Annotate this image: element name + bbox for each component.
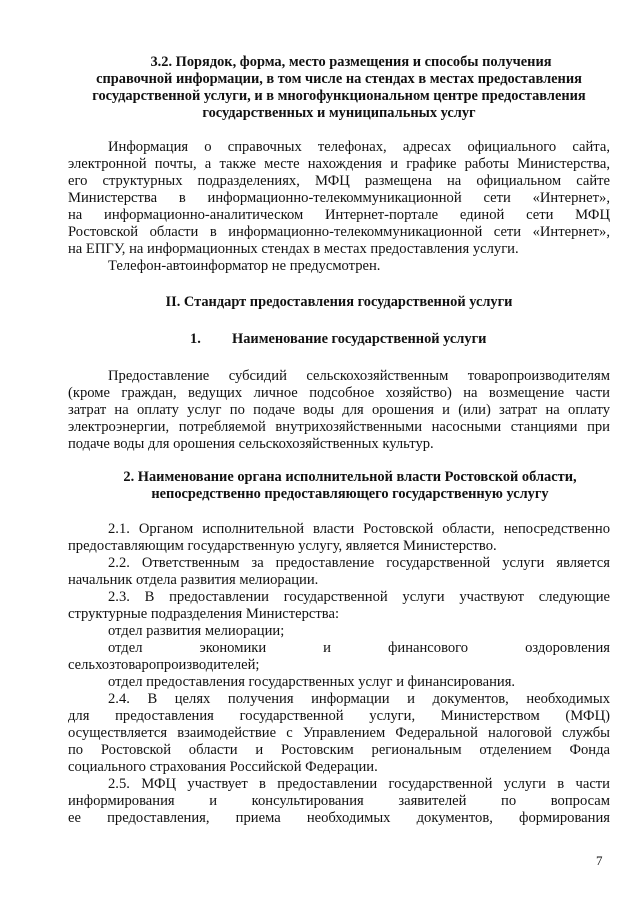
subsection-number: 1. bbox=[190, 331, 201, 347]
text-line: электронной почты, а также месте нахождения и графике работы Министерства, bbox=[68, 156, 610, 172]
text-line: на ЕПГУ, на информационных стендах в местах предоставления услуги. bbox=[68, 241, 519, 257]
section-3-2-heading bbox=[68, 54, 610, 122]
text-line: по Ростовской области и Ростовским региональным отделением Фонда bbox=[68, 742, 610, 758]
text-line: структурные подразделения Министерства: bbox=[68, 606, 340, 622]
text-line: (кроме граждан, ведущих личное подсобное хозяйство) на возмещение части bbox=[68, 385, 610, 401]
heading-line: непосредственно предоставляющего государственную услугу bbox=[151, 486, 549, 502]
text-line: осуществляется взаимодействие с Управлением Федеральной налоговой службы bbox=[68, 725, 610, 741]
text-line: Ростовской области в информационно-телекоммуникационной сети «Интернет», bbox=[68, 224, 610, 240]
text-line: начальник отдела развития мелиорации. bbox=[68, 572, 319, 588]
text-line: его структурных подразделениях, МФЦ размещена на официальном сайте bbox=[68, 173, 610, 189]
text-line: отдел экономики и финансового оздоровления bbox=[108, 640, 610, 656]
text-line: Министерства в информационно-телекоммуникационной сети «Интернет», bbox=[68, 190, 610, 206]
paragraph-2-3 bbox=[68, 589, 610, 623]
subsection-1-paragraph bbox=[68, 368, 610, 453]
autoinformer-text: Телефон-автоинформатор не предусмотрен. bbox=[108, 258, 381, 274]
text-line: сельхозтоваропроизводителей; bbox=[68, 657, 260, 673]
paragraph-2-1 bbox=[68, 521, 610, 555]
heading-line: государственных и муниципальных услуг bbox=[202, 105, 476, 121]
text-line: электроэнергии, потребляемой внутрихозяйственными насосными станциями при bbox=[68, 419, 610, 435]
text-line: предоставляющим государственную услугу, является Министерство. bbox=[68, 538, 497, 554]
text-line: затрат на оплату услуг по подаче воды для орошения и (или) затрат на оплату bbox=[68, 402, 610, 418]
text-line: Информация о справочных телефонах, адресах официального сайта, bbox=[108, 139, 610, 155]
text-line: Предоставление субсидий сельскохозяйственным товаропроизводителям bbox=[108, 368, 610, 384]
subsection-1-heading bbox=[190, 331, 486, 348]
list-item bbox=[68, 640, 610, 674]
text-line: 2.5. МФЦ участвует в предоставлении государственной услуги в части bbox=[108, 776, 610, 792]
text-line: 2.3. В предоставлении государственной услуги участвуют следующие bbox=[108, 589, 610, 605]
subsection-title: Наименование государственной услуги bbox=[232, 331, 487, 347]
text-line: 2.1. Органом исполнительной власти Ростовской области, непосредственно bbox=[108, 521, 610, 537]
text-line: 2.4. В целях получения информации и документов, необходимых bbox=[108, 691, 610, 707]
section-2-heading bbox=[68, 294, 610, 311]
paragraph-2-4 bbox=[68, 691, 610, 776]
text-line: социального страхования Российской Федерации. bbox=[68, 759, 378, 775]
section-3-2-paragraph bbox=[68, 139, 610, 258]
text-line: 2.2. Ответственным за предоставление государственной услуги является bbox=[108, 555, 610, 571]
text-line: информирования и консультирования заявителей по вопросам bbox=[68, 793, 610, 809]
text-line: ее предоставления, приема необходимых документов, формирования bbox=[68, 810, 610, 826]
page-number: 7 bbox=[596, 853, 603, 868]
heading-line: II. Стандарт предоставления государственной услуги bbox=[165, 294, 513, 310]
text-line: для предоставления государственной услуги, Министерством (МФЦ) bbox=[68, 708, 610, 724]
heading-line: 3.2. Порядок, форма, место размещения и способы получения bbox=[150, 54, 552, 70]
text-line: на информационно-аналитическом Интернет-портале единой сети МФЦ bbox=[68, 207, 610, 223]
paragraph-2-5 bbox=[68, 776, 610, 827]
subsection-2-heading bbox=[68, 469, 610, 503]
text-line: подаче воды для орошения сельскохозяйственных культур. bbox=[68, 436, 434, 452]
list-item: отдел развития мелиорации; bbox=[108, 623, 285, 639]
heading-line: государственной услуги, и в многофункциональном центре предоставления bbox=[92, 88, 586, 104]
list-item: отдел предоставления государственных услуг и финансирования. bbox=[108, 674, 516, 690]
paragraph-2-2 bbox=[68, 555, 610, 589]
heading-line: справочной информации, в том числе на стендах в местах предоставления bbox=[96, 71, 582, 87]
heading-line: 2. Наименование органа исполнительной власти Ростовской области, bbox=[123, 469, 577, 485]
